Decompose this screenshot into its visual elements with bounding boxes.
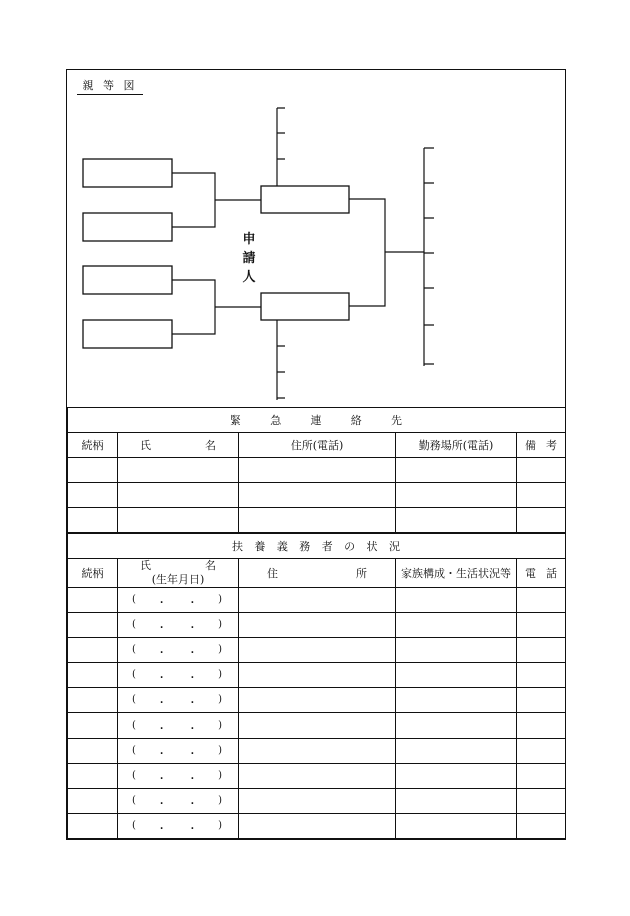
name-cell[interactable]: [118, 508, 239, 533]
phone-cell[interactable]: [517, 738, 566, 763]
workplace-cell[interactable]: [396, 458, 517, 483]
table-row: [68, 638, 566, 663]
col-address-phone: 住所(電話): [239, 433, 396, 458]
address-cell[interactable]: [239, 613, 396, 638]
relation-cell[interactable]: [68, 638, 118, 663]
address-cell[interactable]: [239, 738, 396, 763]
col-name: 氏 名: [118, 433, 239, 458]
family-status-cell[interactable]: [396, 588, 517, 613]
birthdate-template: ( ・ ・ ): [132, 669, 222, 685]
kinship-chart-title: 親 等 図: [77, 77, 143, 95]
kinship-chart: [67, 70, 565, 408]
col-relation: 続柄: [68, 559, 118, 588]
family-status-cell[interactable]: [396, 713, 517, 738]
connector-lower-siblings: [277, 320, 285, 400]
workplace-cell[interactable]: [396, 483, 517, 508]
family-status-cell[interactable]: [396, 788, 517, 813]
remarks-cell[interactable]: [517, 483, 566, 508]
phone-cell[interactable]: [517, 813, 566, 838]
table-row: [68, 738, 566, 763]
table-row: [68, 483, 566, 508]
support-header-row: [68, 559, 566, 588]
applicant-char: 人: [242, 270, 256, 285]
table-row: [68, 788, 566, 813]
phone-cell[interactable]: [517, 588, 566, 613]
connector-upper-grandparents: [172, 173, 261, 227]
name-birthdate-cell[interactable]: [118, 613, 239, 638]
col-birthdate-label: (生年月日): [151, 573, 205, 586]
col-remarks: 備 考: [517, 433, 566, 458]
form-frame: [66, 69, 566, 840]
name-birthdate-cell[interactable]: [118, 763, 239, 788]
name-birthdate-cell[interactable]: [118, 638, 239, 663]
relation-cell[interactable]: [68, 763, 118, 788]
kinship-tree-diagram: [67, 70, 564, 407]
address-cell[interactable]: [239, 508, 396, 533]
applicant-label: [240, 230, 258, 287]
support-title: 扶 養 義 務 者 の 状 況: [232, 540, 401, 553]
connector-upper-siblings: [277, 108, 285, 186]
col-address: 住 所: [239, 559, 396, 588]
name-birthdate-cell[interactable]: [118, 688, 239, 713]
support-rows: [68, 588, 566, 839]
relation-cell[interactable]: [68, 813, 118, 838]
table-row: [68, 763, 566, 788]
address-cell[interactable]: [239, 483, 396, 508]
address-cell[interactable]: [239, 638, 396, 663]
applicant-char: 請: [242, 251, 256, 266]
emergency-contacts-table: [67, 407, 566, 533]
address-cell[interactable]: [239, 763, 396, 788]
workplace-cell[interactable]: [396, 508, 517, 533]
family-status-cell[interactable]: [396, 738, 517, 763]
relation-cell[interactable]: [68, 788, 118, 813]
connector-children: [424, 148, 434, 366]
family-status-cell[interactable]: [396, 813, 517, 838]
relation-cell[interactable]: [68, 483, 118, 508]
address-cell[interactable]: [239, 458, 396, 483]
birthdate-template: ( ・ ・ ): [132, 769, 222, 785]
grandparent-box-2: [83, 213, 172, 241]
name-cell[interactable]: [118, 483, 239, 508]
phone-cell[interactable]: [517, 788, 566, 813]
col-name-birthdate: 氏 名 (生年月日): [118, 559, 239, 588]
emergency-title-row: [68, 408, 566, 433]
phone-cell[interactable]: [517, 763, 566, 788]
table-row: [68, 588, 566, 613]
name-birthdate-cell[interactable]: [118, 588, 239, 613]
relation-cell[interactable]: [68, 508, 118, 533]
relation-cell[interactable]: [68, 663, 118, 688]
birthdate-template: ( ・ ・ ): [132, 819, 222, 835]
grandparent-box-1: [83, 159, 172, 187]
table-row: [68, 663, 566, 688]
phone-cell[interactable]: [517, 663, 566, 688]
address-cell[interactable]: [239, 663, 396, 688]
relation-cell[interactable]: [68, 458, 118, 483]
col-phone: 電 話: [517, 559, 566, 588]
table-row: [68, 713, 566, 738]
table-row: [68, 813, 566, 838]
address-cell[interactable]: [239, 788, 396, 813]
family-status-cell[interactable]: [396, 613, 517, 638]
relation-cell[interactable]: [68, 738, 118, 763]
birthdate-template: ( ・ ・ ): [132, 719, 222, 735]
table-row: [68, 613, 566, 638]
col-relation: 続柄: [68, 433, 118, 458]
relation-cell[interactable]: [68, 613, 118, 638]
relation-cell[interactable]: [68, 588, 118, 613]
relation-cell[interactable]: [68, 688, 118, 713]
table-row: [68, 508, 566, 533]
phone-cell[interactable]: [517, 688, 566, 713]
grandparent-box-3: [83, 266, 172, 294]
phone-cell[interactable]: [517, 638, 566, 663]
name-cell[interactable]: [118, 458, 239, 483]
family-status-cell[interactable]: [396, 688, 517, 713]
name-birthdate-cell[interactable]: [118, 738, 239, 763]
connector-parents-applicant: [349, 199, 424, 306]
support-title-row: [68, 534, 566, 559]
applicant-char: 申: [242, 232, 256, 247]
phone-cell[interactable]: [517, 713, 566, 738]
birthdate-template: ( ・ ・ ): [132, 694, 222, 710]
birthdate-template: ( ・ ・ ): [132, 619, 222, 635]
remarks-cell[interactable]: [517, 508, 566, 533]
parent-box-upper: [261, 186, 349, 213]
birthdate-template: ( ・ ・ ): [132, 644, 222, 660]
col-family-status: 家族構成・生活状況等: [396, 559, 517, 588]
emergency-title: 緊 急 連 絡 先: [230, 414, 403, 427]
address-cell[interactable]: [239, 688, 396, 713]
family-status-cell[interactable]: [396, 638, 517, 663]
name-birthdate-cell[interactable]: [118, 813, 239, 838]
support-obligors-table: [67, 533, 566, 839]
phone-cell[interactable]: [517, 613, 566, 638]
emergency-header-row: [68, 433, 566, 458]
relation-cell[interactable]: [68, 713, 118, 738]
connector-lower-grandparents: [172, 280, 261, 334]
parent-box-lower: [261, 293, 349, 320]
family-status-cell[interactable]: [396, 763, 517, 788]
name-birthdate-cell[interactable]: [118, 713, 239, 738]
address-cell[interactable]: [239, 588, 396, 613]
table-row: [68, 458, 566, 483]
address-cell[interactable]: [239, 713, 396, 738]
birthdate-template: ( ・ ・ ): [132, 794, 222, 810]
name-birthdate-cell[interactable]: [118, 788, 239, 813]
address-cell[interactable]: [239, 813, 396, 838]
table-row: [68, 688, 566, 713]
name-birthdate-cell[interactable]: [118, 663, 239, 688]
family-status-cell[interactable]: [396, 663, 517, 688]
remarks-cell[interactable]: [517, 458, 566, 483]
grandparent-box-4: [83, 320, 172, 348]
birthdate-template: ( ・ ・ ): [132, 594, 222, 610]
birthdate-template: ( ・ ・ ): [132, 744, 222, 760]
col-workplace-phone: 勤務場所(電話): [396, 433, 517, 458]
